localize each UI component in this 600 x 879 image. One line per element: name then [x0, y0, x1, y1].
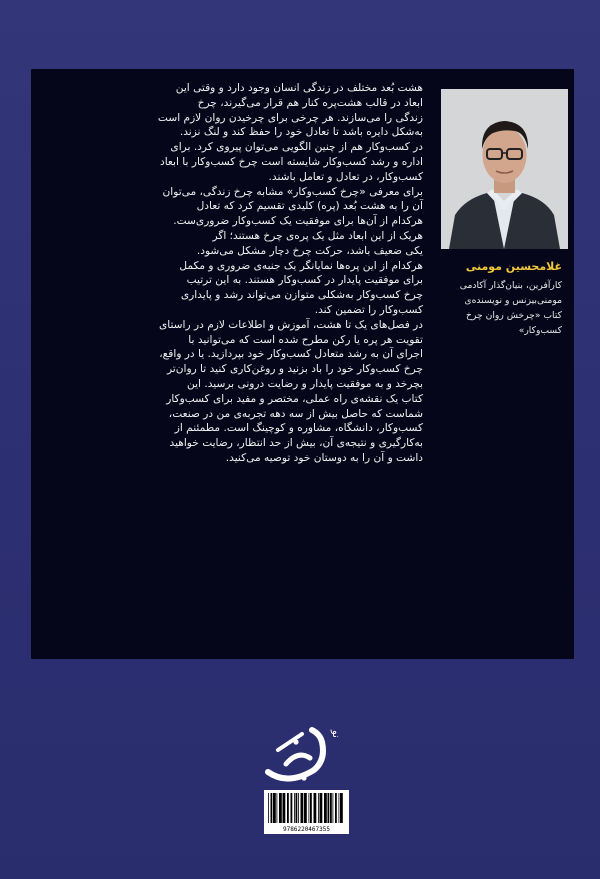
barcode-bar — [330, 793, 332, 823]
description-line: اجرای آن به رشد متعادل کسب‌وکار خود بپردازید. یا در واقع، — [159, 348, 423, 361]
description-line: کسب‌وکار، دانشگاه، مشاوره و کوچینگ است. مطمئنم از — [174, 422, 423, 435]
description-line: یکی ضعیف باشد، حرکت چرخ دچار مشکل می‌شود. — [196, 244, 423, 257]
barcode-bar — [271, 793, 273, 823]
description-line: شماست که حاصل بیش از سه دهه تجربه‌ی من در صنعت، — [168, 407, 423, 420]
barcode-bar — [277, 793, 278, 823]
barcode-bar — [333, 793, 334, 823]
author-bio-line: مومنی‌بیزنس و نویسنده‌ی — [464, 295, 562, 306]
description-line: زندگی را می‌سازند. هر چرخی برای چرخیدن روان لازم است — [157, 111, 423, 124]
barcode-bar — [335, 793, 337, 823]
description-line: در کسب‌وکار هم از چنین الگویی می‌توان پیروی کرد. برای — [170, 141, 423, 154]
barcode-bar — [314, 793, 317, 823]
author-portrait-illustration — [441, 89, 568, 249]
description-line: به‌کارگیری و نتیجه‌ی آن، بیش از حد انتظار، رضایت خواهید — [169, 437, 423, 450]
isbn-number: 9786220467355 — [283, 826, 330, 833]
book-description — [45, 81, 423, 466]
author-bio — [431, 278, 562, 338]
description-line: برای موفقیت پایدار در کسب‌وکار هستند. به این ترتیب — [186, 274, 423, 287]
barcode-bar — [298, 793, 299, 823]
description-line: چرخ کسب‌وکار خود را باد بزنید و روغن‌کاری کنید تا روان‌تر — [166, 363, 423, 376]
barcode-bar — [304, 793, 307, 823]
description-line: هرکدام از این پره‌ها نمایانگر یک جنبه‌ی ضروری و مکمل — [179, 259, 423, 272]
barcode-bar — [318, 793, 319, 823]
barcode-bar — [301, 793, 304, 823]
description-panel — [31, 69, 574, 659]
description-line: چرخ کسب‌وکار به‌شکلی متوازن می‌تواند رشد و پایداری — [180, 289, 423, 302]
description-line: آن را به هشت بُعد (پره) کلیدی تقسیم کرد که تعادل — [196, 200, 423, 213]
barcode-bar — [296, 793, 298, 823]
description-line: کسب‌وکار را تضمین کند. — [314, 303, 423, 316]
barcode-bar — [279, 793, 282, 823]
barcode-bar — [287, 793, 289, 823]
isbn-barcode — [264, 790, 349, 834]
description-line: تقویت هر پره یا رکن مطرح شده است که می‌توانید با — [188, 333, 423, 346]
description-line: به‌شکل دایره باشد تا تعادل خود را حفظ کند و لنگ نزند. — [179, 126, 423, 139]
description-line: هرکدام از آن‌ها برای موفقیت یک کسب‌وکار ضروری‌ست. — [173, 215, 423, 228]
description-line: کتاب یک نقشه‌ی راه عملی، مختصر و مفید برای کسب‌وکار — [166, 392, 423, 405]
barcode-bars — [267, 793, 346, 823]
publisher-logo-subtext: نو — [330, 730, 341, 738]
barcode-bar — [294, 793, 295, 823]
description-line: ابعاد در قالب هشت‌پره کنار هم قرار می‌گیرند، چرخ — [197, 96, 423, 109]
description-line: در فصل‌های یک تا هشت، آموزش و اطلاعات لازم در راستای — [158, 318, 423, 331]
description-line: برای معرفی «چرخ کسب‌وکار» مشابه چرخ زندگی، می‌توان — [162, 185, 423, 198]
author-bio-line: کارآفرین، بنیان‌گذار آکادمی — [459, 280, 562, 291]
description-line: کسب‌وکار، در تعادل و تعامل باشند. — [268, 170, 423, 183]
barcode-bar — [291, 793, 293, 823]
barcode-bar — [324, 793, 327, 823]
barcode-bar — [309, 793, 310, 823]
description-line: هشت بُعد مختلف در زندگی انسان وجود دارد و وقتی این — [175, 82, 423, 94]
description-line: اداره و رشد کسب‌وکار شایسته است چرخ کسب‌وکار با ابعاد — [159, 155, 423, 168]
author-bio-line: کسب‌وکار» — [518, 325, 562, 336]
author-bio-line: کتاب «چرخش روان چرخ — [466, 310, 562, 321]
barcode-bar — [310, 793, 312, 823]
description-line: بچرخد و به موفقیت پایدار و رضایت درونی برسید. این — [187, 377, 423, 390]
description-line: هریک از این ابعاد مثل یک پره‌ی چرخ هستند؛ اگر — [212, 229, 423, 242]
barcode-bar — [268, 793, 269, 823]
barcode-bar — [340, 793, 343, 823]
description-line: داشت و آن را به دوستان خود توصیه می‌کنید. — [225, 451, 423, 464]
barcode-bar — [328, 793, 330, 823]
barcode-bar — [273, 793, 276, 823]
author-photo — [441, 89, 568, 249]
barcode-bar — [339, 793, 340, 823]
barcode-bar — [320, 793, 323, 823]
barcode-bar — [283, 793, 286, 823]
author-name: غلامحسین مومنی — [465, 260, 562, 273]
